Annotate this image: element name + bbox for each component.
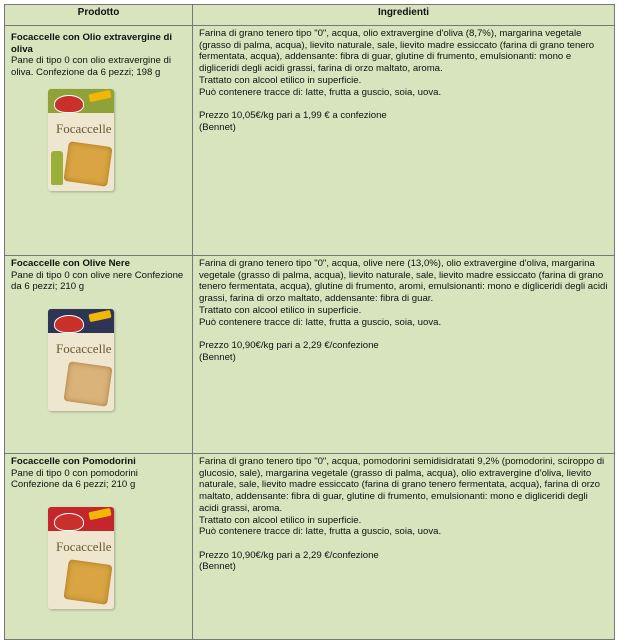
product-name: Focaccelle con Pomodorini: [11, 456, 136, 467]
package-title: Focaccelle: [56, 120, 112, 136]
table-header-row: [5, 5, 615, 26]
price-text: Prezzo 10,90€/kg pari a 2,29 €/confezione: [199, 549, 379, 561]
package-title: Focaccelle: [56, 341, 112, 357]
product-package-image: [48, 89, 114, 191]
product-name: Focaccelle con Olio extravergine di oliva: [11, 32, 173, 55]
traces-note: Può contenere tracce di: latte, frutta a guscio, soia, uova.: [199, 316, 442, 328]
package-title: Focaccelle: [56, 539, 112, 555]
table-row: [5, 256, 615, 454]
product-cell: [5, 26, 193, 256]
product-package-image: [48, 507, 114, 609]
ingredients-cell: [193, 454, 615, 640]
product-description: Pane di tipo 0 con olive nere Confezione da 6 pezzi; 210 g: [11, 269, 184, 293]
product-table: [4, 4, 615, 640]
ingredients-text: Farina di grano tenero tipo "0", acqua, olive nere (13,0%), olio extravergine d'oliva, margarina vegetale (grasso di palma, acqua), lievito naturale, sale, lievito madre essiccato (farina di grano tenero fermentata, acqua), glutine di frumento, aromi, emulsionanti: mono e digliceridi degli acidi grassi, farina di orzo maltato, addensante: fibra di guar.: [199, 258, 608, 305]
product-cell: [5, 454, 193, 640]
product-name: Focaccelle con Olive Nere: [11, 258, 130, 269]
alcohol-note: Trattato con alcool etilico in superficie.: [199, 74, 362, 86]
brand-logo: [54, 315, 84, 333]
alcohol-note: Trattato con alcool etilico in superficie.: [199, 514, 362, 526]
store-text: (Bennet): [199, 351, 236, 363]
alcohol-note: Trattato con alcool etilico in superficie.: [199, 304, 362, 316]
traces-note: Può contenere tracce di: latte, frutta a guscio, soia, uova.: [199, 86, 442, 98]
header-ingredients: Ingredienti: [193, 5, 615, 26]
brand-logo: [54, 95, 84, 113]
product-table-container: [4, 4, 614, 640]
ingredients-text: Farina di grano tenero tipo "0", acqua, olio extravergine d'oliva (8,7%), margarina vegetale (grasso di palma, acqua), lievito naturale, sale, lievito madre essiccato (farina di grano tenero fermentata, acqua), addensante: fibra di guar, glutine di frumento, emulsionanti: mono e digliceridi degli acidi grassi, farina di orzo maltato, aroma.: [199, 28, 595, 75]
store-text: (Bennet): [199, 561, 236, 573]
product-description: Pane di tipo 0 con pomodorini Confezione da 6 pezzi; 210 g: [11, 467, 138, 491]
ingredients-text: Farina di grano tenero tipo "0", acqua, pomodorini semidisidratati 9,2% (pomodorini, sciroppo di glucosio, sale), margarina vegetale (grasso di palma, acqua), olio extravergine d'oliva, lievito naturale, sale, lievito madre essiccato (farina di grano tenero fermentata, acqua), farina di orzo maltato, addensante: fibra di guar, glutine di frumento, emulsionanti: mono e digliceridi degli acidi grassi, aroma.: [199, 456, 605, 514]
bread-graphic: [63, 361, 112, 407]
store-text: (Bennet): [199, 121, 236, 133]
header-product: Prodotto: [5, 5, 193, 26]
bread-graphic: [63, 141, 112, 187]
ingredients-cell: [193, 26, 615, 256]
price-text: Prezzo 10,90€/kg pari a 2,29 €/confezione: [199, 339, 379, 351]
bread-graphic: [63, 559, 112, 605]
ingredients-cell: [193, 256, 615, 454]
table-row: [5, 26, 615, 256]
brand-logo: [54, 513, 84, 531]
product-description: Pane di tipo 0 con olio extravergine di oliva. Confezione da 6 pezzi; 198 g: [11, 55, 171, 79]
traces-note: Può contenere tracce di: latte, frutta a guscio, soia, uova.: [199, 526, 442, 538]
price-text: Prezzo 10,05€/kg pari a 1,99 € a confezione: [199, 109, 387, 121]
product-package-image: [48, 309, 114, 411]
table-row: [5, 454, 615, 640]
product-cell: [5, 256, 193, 454]
oil-bottle-graphic: [51, 151, 63, 185]
